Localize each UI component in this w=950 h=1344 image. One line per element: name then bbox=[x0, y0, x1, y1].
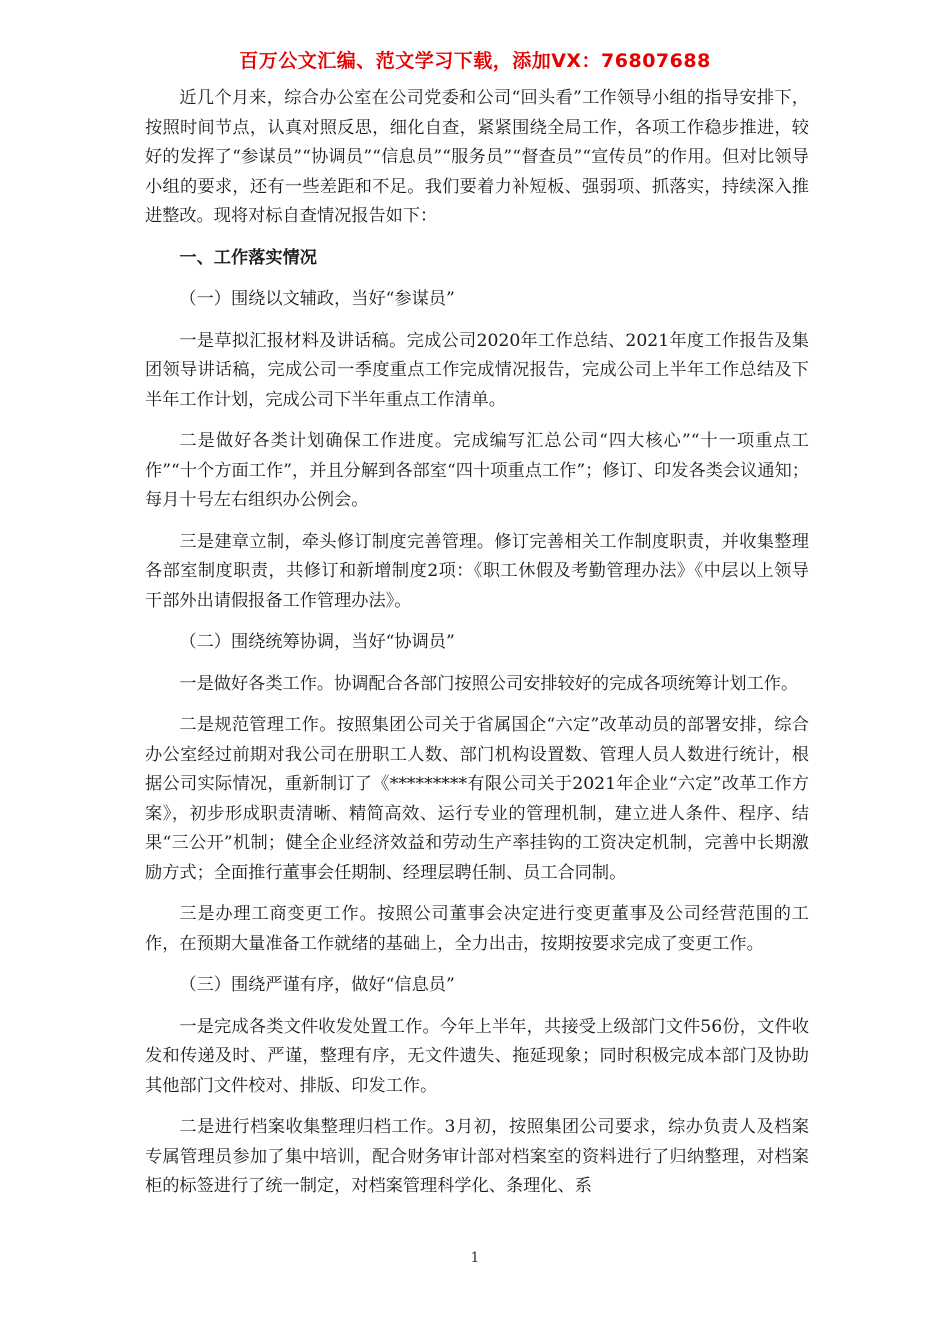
paragraph-2-2: 二是规范管理工作。按照集团公司关于省属国企“六定”改革动员的部署安排，综合办公室经过前期对我公司在册职工人数、部门机构设置数、管理人员人数进行统计，根据公司实际情况，重新制订了《*********有限公司关于2021年企业“六定”改革工作方案》，初步形成职责清晰、精简高效、运行专业的管理机制，建立进人条件、程序、结果“三公开”机制；健全企业经济效益和劳动生产率挂钩的工资决定机制，完善中长期激励方式；全面推行董事会任期制、经理层聘任制、员工合同制。 bbox=[145, 715, 809, 883]
paragraph-3-1: 一是完成各类文件收发处置工作。今年上半年，共接受上级部门文件56份，文件收发和传递及时、严谨，整理有序，无文件遗失、拖延现象；同时积极完成本部门及协助其他部门文件校对、排版、印发工作。 bbox=[145, 1016, 809, 1096]
document-body bbox=[145, 84, 809, 1214]
subheading-3: （三）围绕严谨有序，做好“信息员” bbox=[179, 975, 455, 995]
section-heading-1: 一、工作落实情况 bbox=[179, 247, 317, 268]
paragraph-1-3: 三是建章立制，牵头修订制度完善管理。修订完善相关工作制度职责，并收集整理各部室制度职责，共修订和新增制度2项：《职工休假及考勤管理办法》《中层以上领导干部外出请假报备工作管理办法》。 bbox=[145, 531, 809, 611]
paragraph-2-3: 三是办理工商变更工作。按照公司董事会决定进行变更董事及公司经营范围的工作，在预期大量准备工作就绪的基础上，全力出击，按期按要求完成了变更工作。 bbox=[145, 904, 809, 954]
header-banner: 百万公文汇编、范文学习下载，添加VX：76807688 bbox=[239, 50, 711, 72]
paragraph-2-1: 一是做好各类工作。协调配合各部门按照公司安排较好的完成各项统筹计划工作。 bbox=[179, 673, 799, 694]
subheading-1: （一）围绕以文辅政，当好“参谋员” bbox=[179, 289, 455, 309]
paragraph-1-2: 二是做好各类计划确保工作进度。完成编写汇总公司“四大核心”“十一项重点工作”“十个方面工作”，并且分解到各部室“四十项重点工作”；修订、印发各类会议通知；每月十号左右组织办公例会。 bbox=[145, 431, 809, 510]
subheading-2: （二）围绕统筹协调，当好“协调员” bbox=[179, 632, 455, 652]
intro-paragraph: 近几个月来，综合办公室在公司党委和公司“回头看”工作领导小组的指导安排下，按照时间节点，认真对照反思，细化自查，紧紧围绕全局工作，各项工作稳步推进，较好的发挥了“参谋员”“协调员”“信息员”“服务员”“督查员”“宣传员”的作用。但对比领导小组的要求，还有一些差距和不足。我们要着力补短板、强弱项、抓落实，持续深入推进整改。现将对标自查情况报告如下： bbox=[145, 88, 809, 226]
paragraph-1-1: 一是草拟汇报材料及讲话稿。完成公司2020年工作总结、2021年度工作报告及集团领导讲话稿，完成公司一季度重点工作完成情况报告，完成公司上半年工作总结及下半年工作计划，完成公司下半年重点工作清单。 bbox=[145, 330, 809, 410]
paragraph-3-2: 二是进行档案收集整理归档工作。3月初，按照集团公司要求，综办负责人及档案专属管理员参加了集中培训，配合财务审计部对档案室的资料进行了归纳整理，对档案柜的标签进行了统一制定，对档案管理科学化、条理化、系 bbox=[145, 1117, 809, 1196]
page-number: 1 bbox=[470, 1250, 480, 1266]
